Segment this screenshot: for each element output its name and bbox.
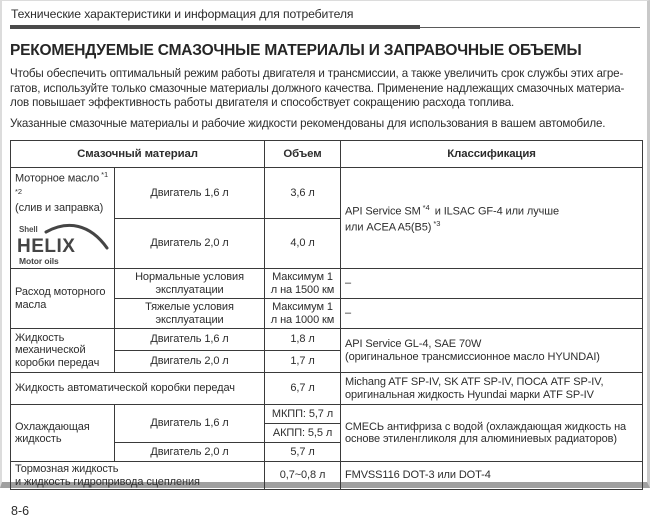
cell-volume: Максимум 1 л на 1500 км bbox=[265, 269, 341, 299]
cell-volume: 3,6 л bbox=[265, 168, 341, 218]
cell-classification-at-fluid: Michang ATF SP-IV, SK ATF SP-IV, ПОСА ATF SP-IV, оригинальная жидкость Hyundai марки ATF SP-IV bbox=[341, 373, 643, 405]
table-row-brake-fluid bbox=[11, 462, 643, 490]
cell-material-oil-consumption: Расход моторного масла bbox=[11, 269, 115, 329]
cell-material-brake-fluid: Тормозная жидкость и жидкость гидропривода сцепления bbox=[11, 462, 265, 490]
cell-classification-brake-fluid: FMVSS116 DOT-3 или DOT-4 bbox=[341, 462, 643, 490]
shell-helix-logo bbox=[16, 223, 115, 267]
cell-engine-variant: Двигатель 1,6 л bbox=[115, 405, 265, 443]
cell-engine-variant: Двигатель 1,6 л bbox=[115, 168, 265, 218]
cell-classification-mt-fluid: API Service GL-4, SAE 70W (оригинальное трансмиссионное масло HYUNDAI) bbox=[341, 329, 643, 373]
cell-material-at-fluid: Жидкость автоматической коробки передач bbox=[11, 373, 265, 405]
engine-oil-name-2: (слив и заправка) bbox=[15, 201, 104, 214]
intro-paragraph bbox=[10, 67, 640, 131]
logo-name-text: HELIX bbox=[17, 236, 76, 258]
intro-paragraph-2: Указанные смазочные материалы и рабочие жидкости рекомендованы для использования в вашем автомобиле. bbox=[10, 116, 606, 130]
cell-engine-variant: Двигатель 2,0 л bbox=[115, 218, 265, 268]
cell-classification-dash: – bbox=[341, 269, 643, 299]
table-row-mt-fluid-1 bbox=[11, 329, 643, 351]
logo-sub-text: Motor oils bbox=[19, 256, 59, 267]
col-header-classification: Классификация bbox=[341, 141, 643, 168]
page-title: РЕКОМЕНДУЕМЫЕ СМАЗОЧНЫЕ МАТЕРИАЛЫ И ЗАПРАВОЧНЫЕ ОБЪЕМЫ bbox=[10, 42, 582, 59]
engine-oil-footnote: *1 *2 bbox=[15, 170, 109, 196]
col-header-volume: Объем bbox=[265, 141, 341, 168]
cell-engine-variant: Двигатель 2,0 л bbox=[115, 351, 265, 373]
cls-footnote-3: *3 bbox=[433, 219, 441, 229]
breadcrumb: Технические характеристики и информация для потребителя bbox=[11, 7, 354, 21]
table-row-at-fluid bbox=[11, 373, 643, 405]
cls-footnote-4: *4 bbox=[422, 203, 430, 213]
cell-volume: 1,7 л bbox=[265, 351, 341, 373]
cell-condition: Тяжелые условия эксплуатации bbox=[115, 299, 265, 329]
cell-condition: Нормальные условия эксплуатации bbox=[115, 269, 265, 299]
cell-volume: 1,8 л bbox=[265, 329, 341, 351]
logo-brand-text: Shell bbox=[19, 225, 38, 235]
cell-material-coolant: Охлаждающая жидкость bbox=[11, 405, 115, 462]
col-header-material: Смазочный материал bbox=[11, 141, 265, 168]
lubricants-table bbox=[10, 140, 643, 490]
table-row-coolant-1 bbox=[11, 405, 643, 424]
table-header-row bbox=[11, 141, 643, 168]
intro-line-2: гатов, используйте только смазочные материалы должного качества. Применение надлежащих смазочных материа- bbox=[10, 81, 625, 95]
header-rule bbox=[10, 25, 640, 29]
cell-material-mt-fluid: Жидкость механической коробки передач bbox=[11, 329, 115, 373]
cell-volume: 4,0 л bbox=[265, 218, 341, 268]
engine-oil-name: Моторное масло $^{*1 *2}$ bbox=[15, 170, 109, 196]
cell-classification-engine-oil: API Service SM $^{*4}$ и ILSAC GF-4 или лучше или ACEA A5(B5) $^{*3}$ bbox=[341, 168, 643, 269]
cell-volume: Максимум 1 л на 1000 км bbox=[265, 299, 341, 329]
table-row-oil-consumption-1 bbox=[11, 269, 643, 299]
cell-volume: 0,7~0,8 л bbox=[265, 462, 341, 490]
page-number: 8-6 bbox=[11, 504, 30, 518]
cell-volume-mt: МКПП: 5,7 л bbox=[265, 405, 341, 424]
cell-volume: 5,7 л bbox=[265, 443, 341, 462]
cell-material-engine-oil bbox=[11, 168, 115, 269]
cell-volume: 6,7 л bbox=[265, 373, 341, 405]
cell-engine-variant: Двигатель 2,0 л bbox=[115, 443, 265, 462]
intro-line-3: лов повышает эффективность работы двигателя и способствует сокращению расхода топлива. bbox=[10, 96, 515, 110]
cell-engine-variant: Двигатель 1,6 л bbox=[115, 329, 265, 351]
header-rule-thick bbox=[10, 25, 420, 29]
cell-classification-coolant: СМЕСЬ антифриза с водой (охлаждающая жидкость на основе этиленгликоля для алюминиевых радиаторов) bbox=[341, 405, 643, 462]
intro-line-1: Чтобы обеспечить оптимальный режим работы двигателя и трансмиссии, а также увеличить срок службы этих агре- bbox=[10, 67, 624, 80]
cell-classification-dash: – bbox=[341, 299, 643, 329]
table-row-engine-oil-1 bbox=[11, 168, 643, 218]
cell-volume-at: АКПП: 5,5 л bbox=[265, 424, 341, 443]
